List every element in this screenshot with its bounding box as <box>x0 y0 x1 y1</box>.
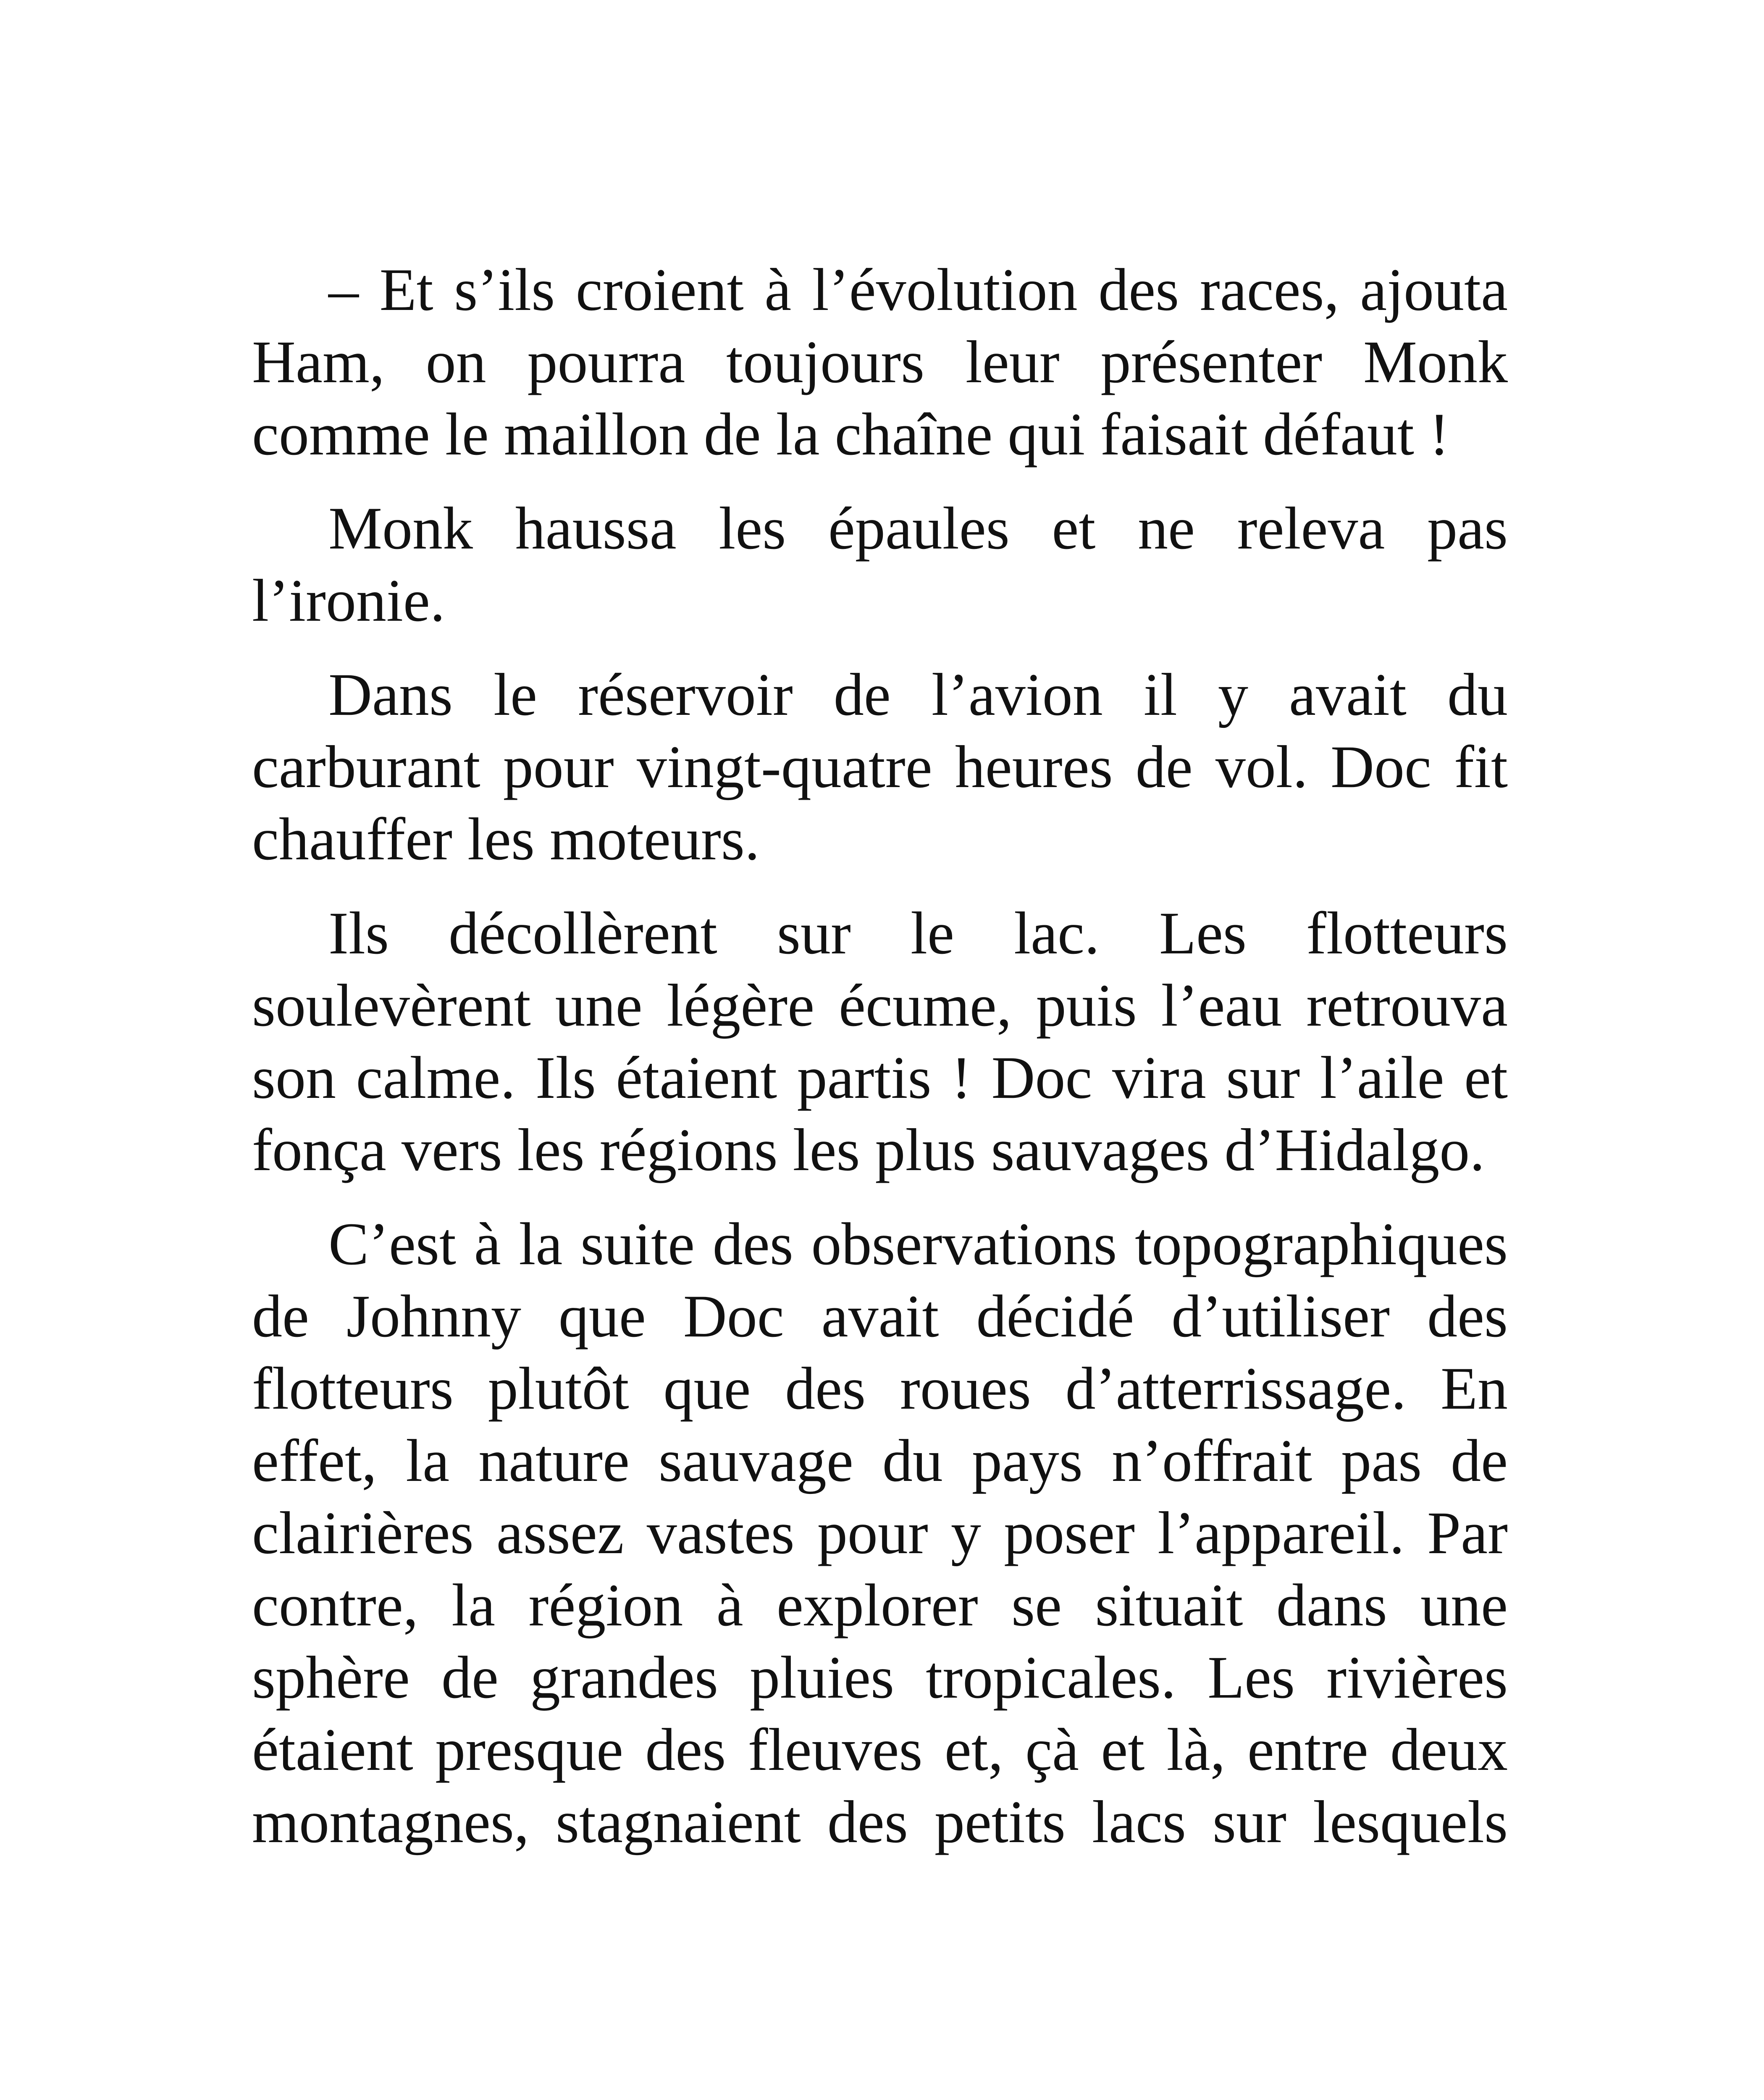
paragraph-3: Dans le réservoir de l’avion il y avait du carburant pour vingt-quatre heures de vol. Doc fit chauffer les moteurs. <box>252 662 1508 873</box>
paragraph-2: Monk haussa les épaules et ne releva pas l’ironie. <box>252 495 1508 634</box>
paragraph-5: C’est à la suite des observations topographiques de Johnny que Doc avait décidé d’utiliser des flotteurs plutôt que des roues d’atterrissage. En effet, la nature sauvage du pays n’offrait pas de clairières assez vastes pour y poser l’appareil. Par contre, la région à explorer se situait dans une sphère de grandes pluies tropicales. Les rivières étaient presque des fleuves et, çà et là, entre deux montagnes, stagnaient des petits lacs sur lesquels <box>252 1211 1508 1856</box>
paragraph-4: Ils décollèrent sur le lac. Les flotteurs soulevèrent une légère écume, puis l’eau retrouva son calme. Ils étaient partis ! Doc vira sur l’aile et fonça vers les régions les plus sauvages d’Hidalgo. <box>252 900 1508 1184</box>
paragraph-1: – Et s’ils croient à l’évolution des races, ajouta Ham, on pourra toujours leur présenter Monk comme le maillon de la chaîne qui faisait défaut ! <box>252 257 1508 468</box>
body-text <box>252 254 1508 1880</box>
